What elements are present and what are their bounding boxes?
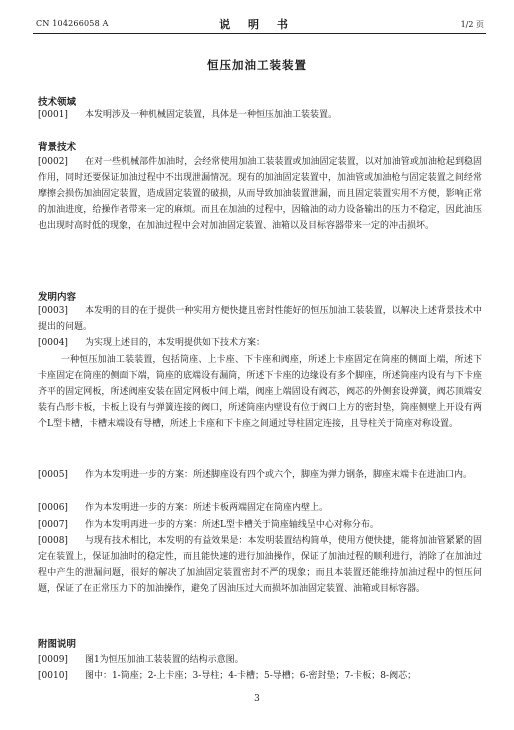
paragraph-number: [0008] [38,536,68,546]
paragraph-number: [0005] [38,470,68,480]
paragraph-text: 作为本发明再进一步的方案：所述L型卡槽关于筒座轴线呈中心对称分布。 [84,520,379,530]
paragraph-number: [0010] [38,671,68,681]
page-number: 3 [254,694,260,704]
header-divider [33,33,486,34]
publication-number: CN 104266058 A [36,19,109,28]
paragraph-0003 [38,303,482,335]
paragraph-number: [0004] [38,338,68,348]
paragraph-number: [0006] [38,503,68,513]
paragraph-text: 图1为恒压加油工装装置的结构示意图。 [84,655,244,665]
paragraph-0001 [38,107,482,123]
paragraph-text: 本发明的目的在于提供一种实用方便快捷且密封性能好的恒压加油工装装置，以解决上述背景技术中提出的问题。 [38,306,482,332]
section-heading-summary: 发明内容 [38,292,77,303]
paragraph-0004 [38,335,482,351]
paragraph-number: [0009] [38,655,68,665]
paragraph-text: 作为本发明进一步的方案：所述脚座设有四个或六个，脚座为弹力钢条，脚座末端卡在进油口内。 [84,470,472,480]
paragraph-number: [0007] [38,520,68,530]
paragraph-text: 本发明涉及一种机械固定装置，具体是一种恒压加油工装装置。 [84,110,337,120]
paragraph-0010 [38,668,482,684]
paragraph-0004-body: 一种恒压加油工装装置，包括筒座、上卡座、下卡座和阀座，所述上卡座固定在筒座的侧面上端，所述下卡座固定在筒座的侧面下端，筒座的底端设有漏筒，所述下卡座的边缘设有多个脚座，所述筒座内设有与下卡座齐平的固定网板，所述阀座安装在固定网板中间上端，阀座上端固设有阀芯，阀芯的外侧套设弹簧，阀芯顶端安装有凸形卡板，卡板上设有与弹簧连接的阀口，所述筒座内壁设有位于阀口上方的密封垫，筒座侧壁上开设有两个L型卡槽，卡槽末端设有导槽，所述上卡座和下卡座之间通过导柱固定连接，且导柱关于筒座对称设置。 [38,355,482,429]
paragraph-0006 [38,500,482,516]
page-indicator: 1/2 页 [460,20,484,29]
paragraph-0008 [38,533,482,597]
paragraph-text: 图中：1-筒座；2-上卡座；3-导柱；4-卡槽；5-导槽；6-密封垫；7-卡板；8-阀芯； [84,671,417,681]
section-heading-background: 背景技术 [38,142,77,153]
paragraph-0009 [38,652,482,668]
paragraph-text: 作为本发明进一步的方案：所述卡板两端固定在筒座内壁上。 [84,503,328,513]
section-heading-drawings: 附图说明 [38,639,77,650]
paragraph-number: [0003] [38,306,68,316]
paragraph-0002 [38,154,482,234]
paragraph-0007 [38,517,482,533]
paragraph-text: 与现有技术相比，本发明的有益效果是：本发明装置结构简单，使用方便快捷，能将加油管紧紧的固定在装置上，保证加油时的稳定性，而且能快速的进行加油操作，保证了加油过程的顺利进行，消除了在加油过程中产生的泄漏问题，很好的解决了加油固定装置密封不严的现象；而且本装置还能维持加油过程中的恒压问题，保证了在正常压力下的加油操作，避免了因油压过大而损坏加油固定装置、油箱或目标容器。 [38,536,482,594]
paragraph-0005 [38,467,482,483]
section-heading-tech-field: 技术领域 [38,97,77,108]
paragraph-text: 在对一些机械部件加油时，会经常使用加油工装装置或加油固定装置，以对加油管或加油枪起到稳固作用，同时还要保证加油过程中不出现泄漏情况。现有的加油固定装置中，加油管或加油枪与固定装置之间经常摩擦会损伤加油固定装置，造成固定装置的破损，从而导致加油装置泄漏，而且固定装置实用不方便，影响正常的加油进度，给操作者带来一定的麻烦。而且在加油的过程中，因输油的动力设备输出的压力不稳定，因此油压也出现时高时低的现象，在加油过程中会对加油固定装置、油箱以及目标容器带来一定的冲击损坏。 [38,157,482,231]
paragraph-text: 为实现上述目的，本发明提供如下技术方案： [84,338,265,348]
paragraph-number: [0001] [38,110,68,120]
paragraph-number: [0002] [38,157,68,167]
document-title: 恒压加油工装装置 [207,58,307,72]
document-type-heading: 说 明 书 [219,18,295,31]
